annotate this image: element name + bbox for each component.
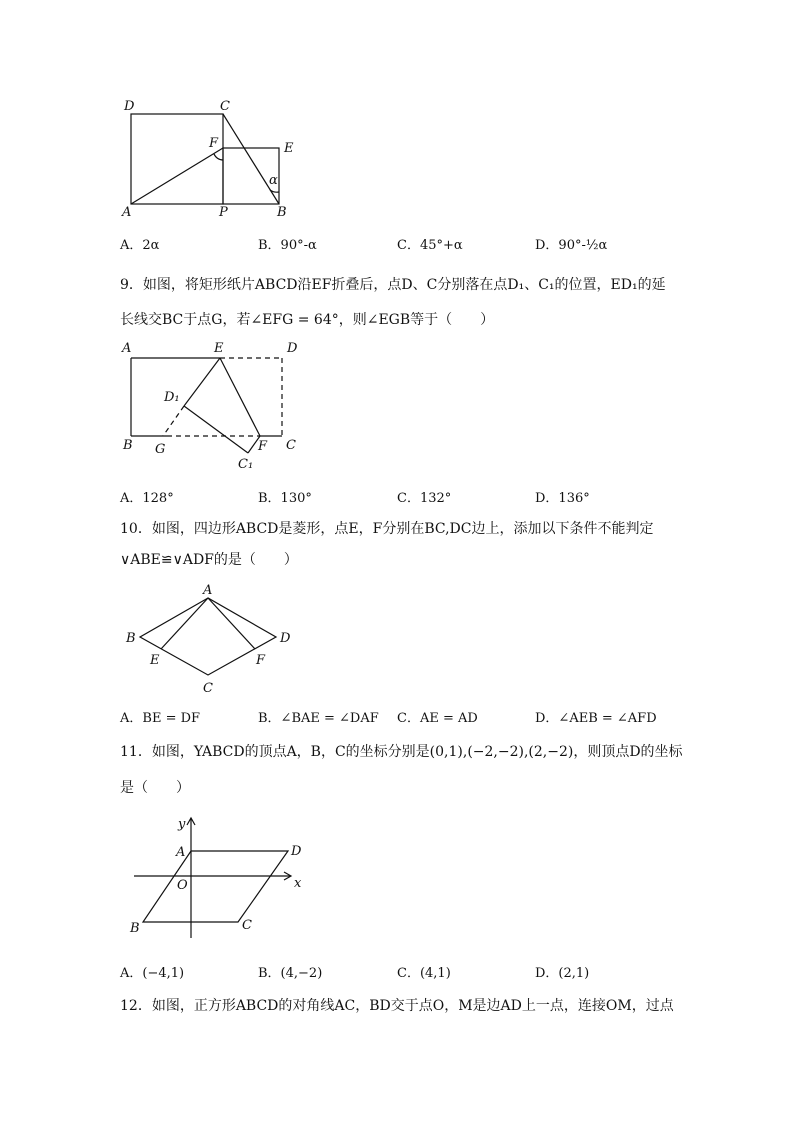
q8-option-b[interactable]: B．90°-α: [258, 238, 317, 253]
q8-label-e: E: [284, 141, 294, 156]
q8-option-a[interactable]: A．2α: [120, 238, 160, 253]
q11-label-x: x: [294, 876, 302, 891]
q8-option-d[interactable]: D．90°-½α: [535, 238, 608, 253]
q9-label-d1: D₁: [164, 390, 180, 405]
q11-label-b: B: [130, 921, 140, 936]
q10-label-f: F: [256, 653, 266, 668]
q10-label-d: D: [280, 631, 291, 646]
q8-label-c: C: [220, 99, 230, 114]
q9-label-b: B: [123, 438, 133, 453]
q9-label-g: G: [155, 442, 166, 457]
q9-label-f: F: [258, 439, 268, 454]
q8-label-p: P: [219, 205, 228, 220]
q9-label-e: E: [214, 341, 224, 356]
q8-label-a: A: [122, 205, 132, 220]
q8-label-b: B: [277, 205, 287, 220]
q10-text-line1: 10．如图，四边形ABCD是菱形，点E，F分别在BC,DC边上，添加以下条件不能判定: [120, 521, 654, 537]
q11-text-line1: 11．如图，YABCD的顶点A，B，C的坐标分别是(0,1),(−2,−2),(2,−2)，则顶点D的坐标: [120, 744, 683, 760]
q10-option-b[interactable]: B．∠BAE = ∠DAF: [258, 711, 379, 726]
q11-label-d: D: [291, 844, 302, 859]
q11-option-d[interactable]: D．(2,1): [535, 966, 590, 981]
q10-label-a: A: [203, 583, 213, 598]
q8-label-d: D: [124, 99, 135, 114]
q10-option-a[interactable]: A．BE = DF: [120, 711, 201, 726]
q11-option-c[interactable]: C．(4,1): [397, 966, 451, 981]
q10-label-c: C: [203, 681, 213, 696]
q8-label-alpha: α: [269, 173, 278, 188]
q8-option-c[interactable]: C．45°+α: [397, 238, 463, 253]
q10-text-line2: ∨ABE≌∨ADF的是（ ）: [120, 552, 298, 568]
q9-label-c1: C₁: [238, 457, 254, 472]
q8-label-f: F: [209, 136, 219, 151]
q10-option-c[interactable]: C．AE = AD: [397, 711, 478, 726]
q10-label-b: B: [126, 631, 136, 646]
q11-label-o: O: [177, 878, 188, 893]
q11-text-line2: 是（ ）: [120, 780, 190, 796]
q11-label-c: C: [242, 918, 252, 933]
q10-label-e: E: [150, 653, 160, 668]
q9-option-d[interactable]: D．136°: [535, 491, 590, 506]
q9-option-c[interactable]: C．132°: [397, 491, 452, 506]
q9-label-a: A: [122, 341, 132, 356]
q12-text-line1: 12．如图，正方形ABCD的对角线AC，BD交于点O，M是边AD上一点，连接OM，过点: [120, 998, 674, 1014]
q9-label-c: C: [286, 438, 296, 453]
q9-option-b[interactable]: B．130°: [258, 491, 312, 506]
q9-option-a[interactable]: A．128°: [120, 491, 174, 506]
q11-option-a[interactable]: A．(−4,1): [120, 966, 185, 981]
q11-label-y: y: [178, 817, 186, 832]
q9-label-d: D: [287, 341, 298, 356]
q11-label-a: A: [176, 845, 186, 860]
q9-text-line2: 长线交BC于点G，若∠EFG = 64°，则∠EGB等于（ ）: [120, 312, 495, 328]
q11-option-b[interactable]: B．(4,−2): [258, 966, 323, 981]
q10-option-d[interactable]: D．∠AEB = ∠AFD: [535, 711, 657, 726]
q9-text-line1: 9．如图，将矩形纸片ABCD沿EF折叠后，点D、C分别落在点D₁、C₁的位置，ED₁的延: [120, 277, 666, 293]
